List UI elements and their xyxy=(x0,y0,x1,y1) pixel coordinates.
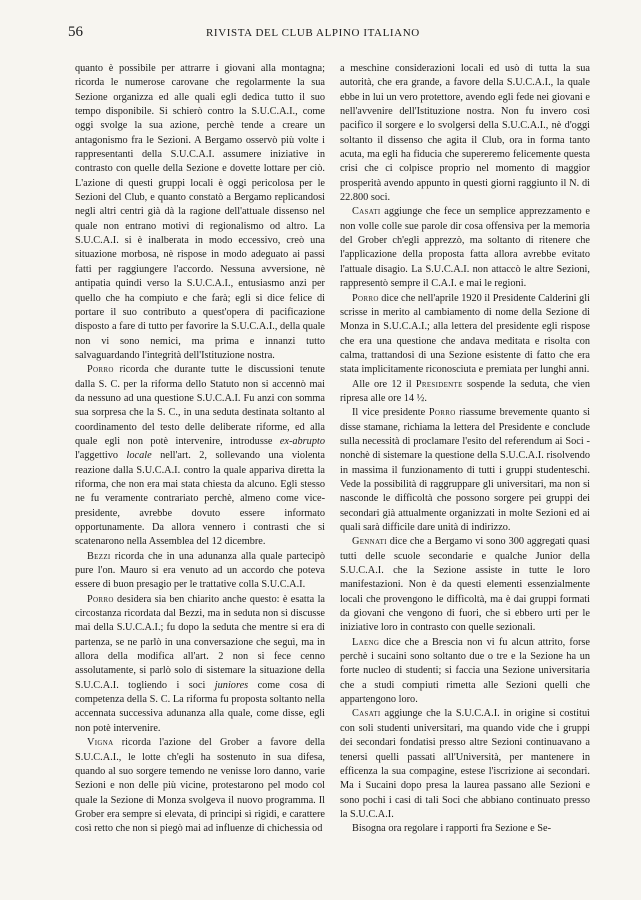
paragraph xyxy=(75,363,325,549)
paragraph-text: nell'art. 2, sollevando una violenta reazione dalla S.U.C.A.I. contro la quale appariva diretta la riforma, che non era mai stata chiesta da alcuno. Egli stesso ne fu veramente contrariato perchè, almeno come vice-presidente, avrebbe dovuto essere informato opportunamente. Da allora vennero i contrasti che si scatenarono nella Assemblea del 12 dicembre. xyxy=(75,450,325,548)
paragraph-text: sospende la seduta, che vien ripresa alle ore 14 ½. xyxy=(340,378,590,404)
paragraph xyxy=(340,406,590,535)
page-number: 56 xyxy=(68,24,83,40)
speaker-name: Gennati xyxy=(352,536,387,548)
paragraph-text: aggiunge che fece un semplice apprezzamento e non volle colle sue parole dir cosa offensiva per la memoria del Grober ch'egli apprezzò, ma soltanto di ritenere che l'applicazione della proposta fatta allora avrebbe evitato l'attuale disagio. La S.U.C.A.I. non attaccò le altre Sezioni, rappresentò sempre il C.A.I. e mai le regioni. xyxy=(340,206,590,290)
paragraph xyxy=(75,62,325,363)
paragraph-text: ricorda che in una adunanza alla quale partecipò pure l'on. Mauro si era venuto ad un accordo che poteva essere di buon presagio per le trattative colla S.U.C.A.I. xyxy=(75,550,325,591)
paragraph xyxy=(340,636,590,708)
paragraph xyxy=(340,378,590,407)
paragraph-text: a meschine considerazioni locali ed usò di tutta la sua autorità, che era grande, a favore della S.U.C.A.I., la quale ebbe in lui un vero protettore, avendo egli fede nei giovani e nell'avvenire dell'Istituzione nostra. Non fu invero così pacifico il sorgere e lo svolgersi della S.U.C.A.I., nè d'oggi soltanto il dissenso che agita il Club, ora in forma tanto acuta, ma egli ha fiducia che supereremo felicemente questa crisi che ci colpisce proprio nel momento di maggior prosperità avendo appunto in questi giorni raggiunto il N. di 22.800 soci. xyxy=(340,63,590,204)
left-text-column xyxy=(75,62,325,837)
speaker-name: Casati xyxy=(352,206,381,218)
paragraph-text: quanto è possibile per attrarre i giovani alla montagna; ricorda le numerose carovane che regolarmente la sua Sezione organizza ed alle quali egli dedica tutto il suo tempo disponibile. Si schierò contro la S.U.C.A.I., come oggi svolge la sua azione, perchè tende a creare un antagonismo fra le Sezioni. A Bergamo osservò più volte i rappresentanti della S.U.C.A.I. assumere iniziative in contrasto con quelle della Sezione e dovette lottare per ciò. L'azione di questi gruppi locali è oggi pericolosa per le Sezioni del Club, e quanto constatò a Bergamo replicandosi negli altri centri già dà la ragione dell'attuale dissenso nel quale non entrano motivi di regionalismo od altro. La S.U.C.A.I. si è inalberata in modo eccessivo, creò una situazione morbosa, nè rispose in modo adeguato ai passi fatti per raggiungere l'accordo. Nessuna avversione, nè antipatia quindi verso la S.U.C.A.I., entusiasmo anzi per quello che ha compiuto e che farà; egli si dice felice di portare il suo contributo a quest'opera di pacificazione disposto a fare di tutto per favorire la S.U.C.A.I., della quale non vi sono nemici, ma prima e innanzi tutto salvaguardando l'integrità dell'Istituzione nostra. xyxy=(75,63,325,361)
speaker-name: Bezzi xyxy=(87,550,111,562)
right-text-column xyxy=(340,62,590,837)
page-header xyxy=(68,24,588,46)
paragraph-text: ricorda che durante tutte le discussioni tenute dalla S. C. per la riforma dello Statuto non si accennò mai da nessuno ad una questione S.U.C.A.I. Fu anzi con somma sua sorpresa che la S. C., in una seduta destinata soltanto al coordinamento del testo delle deliberate riforme, ed alla quale egli non potè intervenire, introdusse xyxy=(75,364,325,447)
speaker-name: Laeng xyxy=(352,636,380,648)
paragraph xyxy=(340,292,590,378)
running-title: RIVISTA DEL CLUB ALPINO ITALIANO xyxy=(206,27,420,39)
paragraph xyxy=(75,736,325,836)
paragraph-text: dice che nell'aprile 1920 il Presidente Calderini gli scrisse in merito al cambiamento di nome della Sezione di Monza in S.U.C.A.I.; alla lettera del presidente egli rispose che era una questione che andava meditata e risolta con calma, trattandosi di una Sezione esistente di fatto che era stata implicitamente riconosciuta e premiata per lunghi anni. xyxy=(340,292,590,376)
paragraph xyxy=(75,550,325,593)
paragraph xyxy=(340,822,590,836)
speaker-name: Porro xyxy=(428,407,456,419)
speaker-name: Porro xyxy=(87,364,114,376)
paragraph-text: desidera sia ben chiarito anche questo: è esatta la circostanza ricordata dal Bezzi, ma in seduta non si discusse mai della S.U.C.A.I.; fu dopo la seduta che mentre si era di partenza, se ne parlò in una conversazione che seguì, ma in allora della modifica all'art. 2 non si fece cenno assolutamente, si parlò solo di sistemare la situazione della S.U.C.A.I. togliendo i soci xyxy=(75,593,325,691)
italic-term: juniores xyxy=(214,679,249,691)
paragraph xyxy=(340,62,590,205)
paragraph-text: riassume brevemente quanto si disse stamane, richiama la lettera del Presidente e conclude sulla necessità di proclamare l'esito del referendum ai Soci - nonchè di sistemare la questione della S.U.C.A.I. risolvendo in massima il funzionamento di tutti i gruppi studenteschi. Vede la possibilità di raggruppare gli universitari, ma non si nasconde le difficoltà che possono sorgere pei gruppi dei secondari già attualmente organizzati in molte Sezioni ed ai quali sarà difficile dare unità di indirizzo. xyxy=(340,407,590,533)
speaker-name: Casati xyxy=(352,708,381,720)
speaker-name: Porro xyxy=(352,292,379,304)
paragraph xyxy=(340,707,590,822)
italic-term: ex-abrupto xyxy=(279,435,325,447)
paragraph-text: aggiunge che la S.U.C.A.I. in origine si costituì con soli studenti universitari, ma quando vide che i gruppi dei secondari fondatisi presso altre Sezioni continuavano a tenersi quelli passati all'Università, per mantenere in efficenza la sua compagine, estese l'iscrizione ai secondari. Ma i Sucaini dopo presa la laurea passano alle Sezioni e sono pochi i casi di tali Soci che abbiano continuato presso la S.U.C.A.I. xyxy=(340,708,590,820)
paragraph-text: come cosa di competenza della S. C. La riforma fu proposta soltanto nella accennata successiva adunanza alla quale, come disse, egli non potè intervenire. xyxy=(75,679,326,734)
paragraph xyxy=(340,535,590,635)
paragraph-text: l'aggettivo xyxy=(75,450,127,462)
speaker-name: Porro xyxy=(87,593,114,605)
paragraph-text: dice che a Brescia non vi fu alcun attrito, forse perchè i sucaini sono soltanto due o tre e la Sezione ha un forte nucleo di studenti; si faccia una Sezione universitaria che a studi compiuti rimetta alle Sezioni quelli che appartengono loro. xyxy=(340,636,590,706)
paragraph-text: Alle ore 12 il xyxy=(352,378,416,390)
paragraph xyxy=(75,593,325,736)
paragraph-text: Il vice presidente xyxy=(352,407,429,419)
paragraph-text: ricorda l'azione del Grober a favore della S.U.C.A.I., le lotte ch'egli ha sostenuto in sua difesa, quando al suo sorgere temendo ne venisse loro danno, varie Sezioni e non delle più vicine, protestarono pel modo col quale la Sezione di Monza svolgeva il nuovo programma. Il Grober era sempre si elevata, di principi sì rigidi, e carattere così retto che non si piegò mai ad influenze di chichessia od xyxy=(75,737,325,835)
paragraph-text: Bisogna ora regolare i rapporti fra Sezione e Se- xyxy=(352,823,551,835)
italic-term: locale xyxy=(126,450,152,462)
speaker-name: Presidente xyxy=(415,378,463,390)
paragraph-text: dice che a Bergamo vi sono 300 aggregati quasi tutti delle scuole secondarie e qualche Junior della S.U.C.A.I. che la Sezione assiste in tutte le loro manifestazioni. Non è da questi elementi essenzialmente locali che provengono le difficoltà, ma è dai gruppi formati da giovani che vengono di fuori, che si ebbero urti per le iniziative loro in contrasto con quelle sezionali. xyxy=(340,536,590,634)
speaker-name: Vigna xyxy=(87,737,114,749)
paragraph xyxy=(340,205,590,291)
